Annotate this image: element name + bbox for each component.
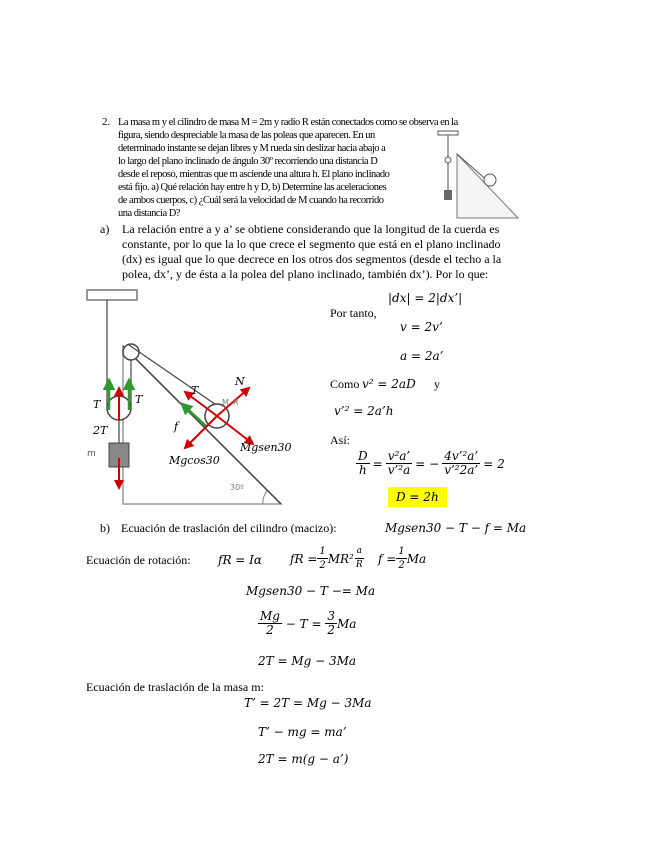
thumb-mass — [444, 190, 452, 200]
three-den: 2 — [327, 623, 335, 637]
problem-line: desde el reposo, mientras que m asciende una altura h. El plano inclinado — [118, 169, 390, 180]
label-angle: 30º — [230, 483, 244, 492]
part-a-text — [122, 222, 502, 282]
thumb-pulley — [445, 157, 451, 163]
three-num: 3 — [327, 609, 335, 623]
eq-translation: Mgsen30 − T − f = Ma — [385, 521, 527, 535]
por-tanto: Por tanto, — [330, 306, 377, 320]
y-word: y — [434, 377, 440, 391]
problem-line: está fijo. a) Qué relación hay entre h y D, b) Determine las aceleraciones — [118, 182, 387, 193]
ratio-mid1-num: v²a’ — [387, 449, 411, 463]
mass-translation-label: Ecuación de traslación de la masa m: — [86, 680, 264, 694]
problem-line: figura, siendo despreciable la masa de las poleas que aparecen. En un — [118, 130, 375, 141]
rotation-label: Ecuación de rotación: — [86, 553, 191, 567]
problem-line: una distancia D? — [118, 208, 180, 219]
eq-combined2-mid: − T = — [281, 616, 326, 631]
ratio-den: h — [358, 463, 367, 477]
problem-statement — [118, 116, 458, 220]
eq-vp2: v’² = 2a’h — [334, 404, 394, 418]
result-highlight — [388, 490, 447, 504]
ceiling — [87, 290, 137, 300]
half-den: 2 — [319, 560, 326, 571]
eq-rot2-right: MR² — [327, 551, 354, 566]
ratio-mid2-num: 4v’²a’ — [444, 449, 479, 463]
eq-rot2 — [290, 545, 365, 572]
problem-number: 2. — [102, 116, 111, 128]
part-b-title: Ecuación de traslación del cilindro (macizo): — [121, 521, 337, 535]
label-Mgsen30: Mgsen30 — [240, 441, 292, 454]
ratio-result: = 2 — [483, 456, 505, 471]
part-a-label: a) — [100, 222, 110, 236]
eq-combined2-right: Ma — [336, 616, 357, 631]
eq-a: a = 2a’ — [400, 349, 444, 363]
mgsen-arrow — [217, 416, 253, 444]
half-num: 1 — [319, 546, 326, 557]
label-R: R — [233, 398, 239, 407]
eq-combined2 — [258, 610, 356, 637]
label-N: N — [235, 375, 245, 388]
eq-v2: v² = 2aD — [362, 377, 416, 391]
a-num: a — [355, 545, 364, 559]
problem-line: lo largo del plano inclinado de ángulo 30º recorriendo una distancia D — [118, 156, 378, 167]
eq-m1: T’ = 2T = Mg − 3Ma — [244, 696, 372, 710]
ratio-mid2-den: v’²2a’ — [444, 463, 479, 477]
ratio-equation: $\frac{D}{h}$ = $\frac{\text{v²a’}}{\text{v’²a}}$ = − $\frac{\text{4v’²a’}}{\text{v’²2a’}}$ = 2 — [358, 449, 505, 477]
mg-den: 2 — [266, 623, 274, 637]
label-m: m — [87, 449, 96, 459]
part-a-line: (dx) es igual que lo que decrece en los otros dos segmentos (desde el techo a la — [122, 252, 502, 266]
problem-line: La masa m y el cilindro de masa M = 2m y radio R están conectados como se observa en la — [118, 117, 458, 128]
eq-rot3 — [378, 545, 426, 572]
part-a-line: polea, dx’, y de ésta a la polea del plano inclinado, también dx’). Por lo que: — [122, 267, 489, 281]
half-num-2: 1 — [398, 546, 405, 557]
eq-v: v = 2v’ — [400, 320, 443, 334]
thumbnail-figure — [430, 128, 522, 220]
thumb-ceiling — [438, 131, 458, 135]
a-den: R — [355, 560, 363, 570]
pulley-incline-figure — [85, 288, 307, 510]
ratio-mid1-den: v’²a — [387, 463, 411, 477]
eq-rot2-left: fR = — [290, 551, 318, 566]
eq-rot3-left: f = — [378, 551, 397, 566]
label-f: f — [174, 420, 179, 433]
part-b-label: b) — [100, 521, 110, 535]
eq-rot3-right: Ma — [406, 551, 427, 566]
ratio-num: D — [358, 449, 368, 463]
eq-m2: T’ − mg = ma’ — [258, 725, 347, 739]
eq-rot1: fR = Iα — [218, 553, 263, 567]
asi: Así: — [330, 433, 351, 447]
result-d-2h: D = 2h — [388, 487, 447, 507]
mg-num: Mg — [260, 609, 280, 623]
eq-combined1: Mgsen30 − T −= Ma — [246, 584, 376, 598]
eq-dx: |dx| = 2|dx’| — [388, 291, 463, 305]
eq-combined3: 2T = Mg − 3Ma — [258, 654, 357, 668]
part-a-line: constante, por lo que la lo que crece el segmento que está en el plano inclinado — [122, 237, 501, 251]
eq-m3: 2T = m(g − a’) — [258, 752, 349, 766]
label-M: M — [222, 398, 229, 407]
label-Mgcos30: Mgcos30 — [169, 454, 220, 467]
label-T-right: T — [135, 393, 143, 406]
thumb-cylinder — [484, 174, 496, 186]
label-T-incline: T — [191, 384, 199, 397]
half-den-2: 2 — [398, 560, 405, 571]
label-T-left: T — [93, 398, 101, 411]
como: Como — [330, 377, 360, 391]
problem-line: de ambos cuerpos, c) ¿Cuál será la velocidad de M cuando ha recorrido — [118, 195, 384, 206]
label-2T: 2T — [93, 424, 108, 437]
part-a-line: La relación entre a y a’ se obtiene considerando que la longitud de la cuerda es — [122, 222, 500, 236]
problem-line: determinado instante se dejan libres y M rueda sin deslizar hacia abajo a — [118, 143, 386, 154]
